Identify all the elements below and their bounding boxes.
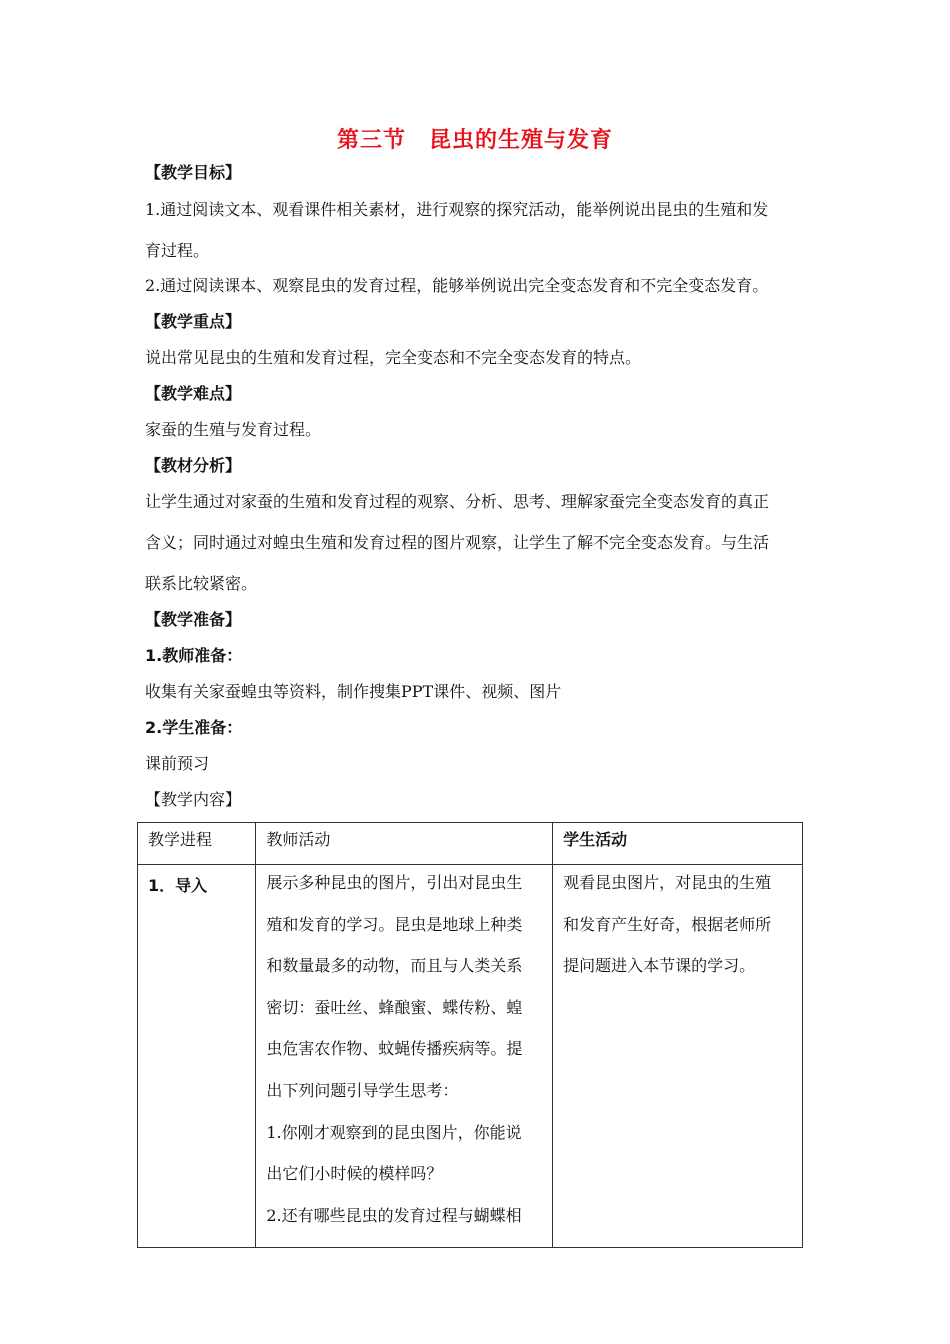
student-line: 提问题进入本节课的学习。 [563, 956, 756, 976]
student-activity-cell [553, 865, 803, 1248]
teacher-line: 殖和发育的学习。昆虫是地球上种类 [266, 914, 523, 934]
student-line: 观看昆虫图片，对昆虫的生殖 [563, 873, 772, 892]
teacher-line: 虫危害农作物、蚊蝇传播疾病等。提 [266, 1039, 523, 1059]
student-prep-text: 课前预习 [145, 754, 210, 773]
student-line: 和发育产生好奇，根据老师所 [563, 914, 772, 934]
teacher-line: 展示多种昆虫的图片，引出对昆虫生 [266, 873, 523, 892]
analysis-line-2: 含义；同时通过对蝗虫生殖和发育过程的图片观察，让学生了解不完全变态发育。与生活 [145, 533, 770, 552]
objectives-heading: 【教学目标】 [145, 163, 242, 182]
table-header-row [138, 823, 803, 865]
header-teacher: 教师活动 [256, 823, 553, 865]
table-row [138, 865, 803, 1248]
teacher-line: 出它们小时候的模样吗？ [266, 1164, 443, 1184]
teacher-prep-text: 收集有关家蚕蝗虫等资料，制作搜集PPT课件、视频、图片 [145, 682, 562, 701]
analysis-line-3: 联系比较紧密。 [145, 574, 258, 593]
objective-2: 2.通过阅读课本、观察昆虫的发育过程，能够举例说出完全变态发育和不完全变态发育。 [145, 276, 769, 295]
stage-cell: 1．导入 [138, 865, 256, 1248]
teacher-line: 密切：蚕吐丝、蜂酿蜜、蝶传粉、蝗 [266, 997, 523, 1017]
teacher-line: 和数量最多的动物，而且与人类关系 [266, 956, 523, 976]
analysis-line-1: 让学生通过对家蚕的生殖和发育过程的观察、分析、思考、理解家蚕完全变态发育的真正 [145, 492, 770, 511]
key-points-text: 说出常见昆虫的生殖和发育过程，完全变态和不完全变态发育的特点。 [145, 348, 642, 367]
header-stage: 教学进程 [138, 823, 256, 865]
teacher-prep-heading: 1.教师准备： [145, 646, 243, 665]
preparation-heading: 【教学准备】 [145, 610, 242, 629]
objective-1-line-1: 1.通过阅读文本、观看课件相关素材，进行观察的探究活动，能举例说出昆虫的生殖和发 [145, 200, 769, 219]
analysis-heading: 【教材分析】 [145, 456, 242, 475]
key-points-heading: 【教学重点】 [145, 312, 242, 331]
lesson-table [137, 822, 803, 1248]
difficulties-heading: 【教学难点】 [145, 384, 242, 403]
teacher-line: 2.还有哪些昆虫的发育过程与蝴蝶相 [266, 1205, 522, 1225]
teacher-activity-cell [256, 865, 553, 1248]
document-title: 第三节 昆虫的生殖与发育 [336, 128, 613, 153]
student-prep-heading: 2.学生准备： [145, 718, 243, 737]
content-heading: 【教学内容】 [145, 790, 242, 809]
header-student: 学生活动 [553, 823, 803, 865]
difficulties-text: 家蚕的生殖与发育过程。 [145, 420, 322, 439]
teacher-line: 1.你刚才观察到的昆虫图片，你能说 [266, 1122, 522, 1142]
teacher-line: 出下列问题引导学生思考： [266, 1080, 459, 1100]
objective-1-line-2: 育过程。 [145, 241, 210, 260]
